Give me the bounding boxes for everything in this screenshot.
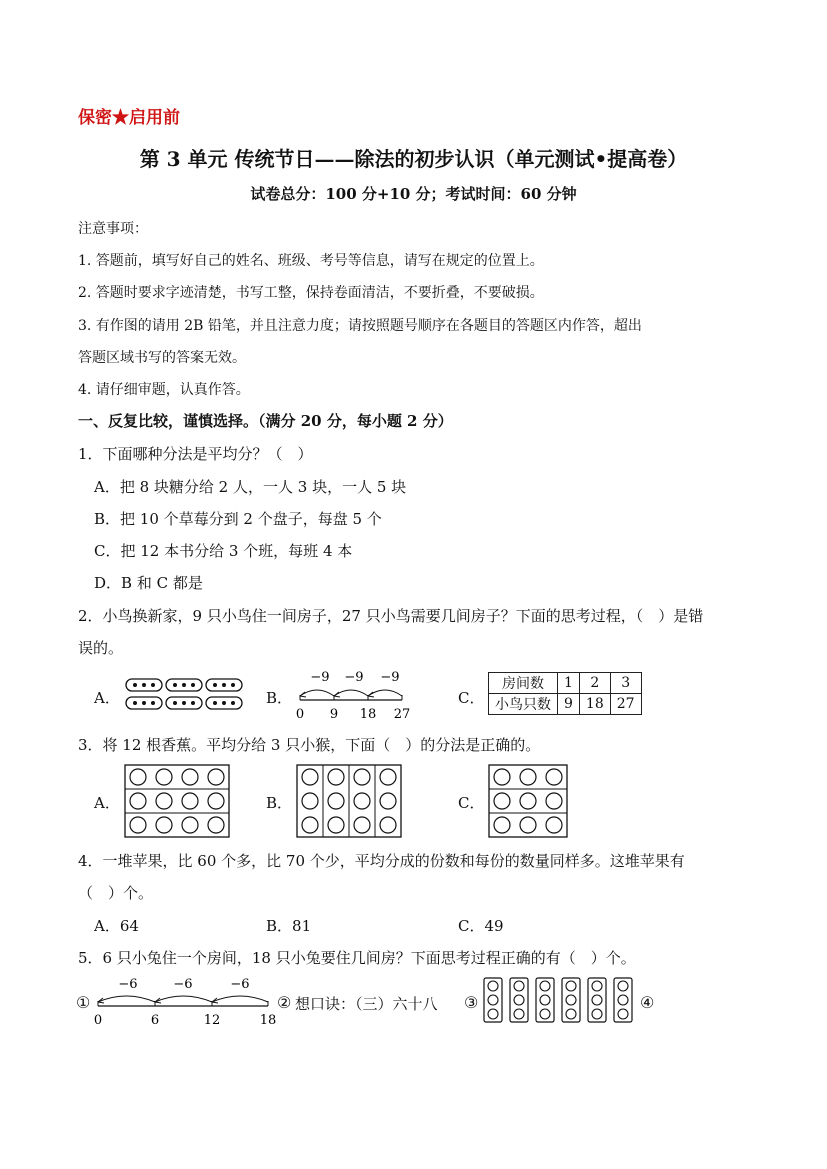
q1-option-a: A．把 8 块糖分给 2 人，一人 3 块，一人 5 块 [94,478,407,496]
fruit-circle [156,769,172,785]
dot [191,683,195,687]
question-2-stem-cont: 误的。 [78,639,124,657]
circled-number-2: ② [277,993,292,1012]
dot [222,683,226,687]
rabbit-circle [540,981,550,991]
dot [231,683,235,687]
tick-label: 0 [295,707,305,722]
table-cell: 9 [558,694,580,715]
rabbit-room [588,978,606,1022]
tick-label: 18 [259,1013,277,1028]
note-item: 2. 答题时要求字迹清楚，书写工整，保持卷面清洁，不要折叠，不要破损。 [78,285,544,301]
section-heading: 一、反复比较，谨慎选择。（满分 20 分，每小题 2 分） [78,412,453,430]
note-item: 3. 有作图的请用 2B 铅笔，并且注意力度；请按照题号顺序在各题目的答题区内作答，超出 [78,318,642,334]
fruit-circle [494,793,510,809]
question-4-stem: 4．一堆苹果，比 60 个多，比 70 个少，平均分成的份数和每份的数量同样多。这堆苹果有 [78,852,685,870]
fruit-circle [354,793,370,809]
rabbit-room [484,978,502,1022]
fruit-circle [156,817,172,833]
q2-label-b: B． [266,689,293,707]
fruit-circle [494,769,510,785]
fruit-circle [302,793,318,809]
tick-label: 0 [93,1013,103,1028]
table-cell: 房间数 [489,673,558,694]
q4-option-a: A．64 [94,917,139,935]
note-item: 1. 答题前，填写好自己的姓名、班级、考号等信息，请写在规定的位置上。 [78,253,544,269]
q1-option-c: C．把 12 本书分给 3 个班，每班 4 本 [94,542,353,560]
confidential-mark: 保密★启用前 [78,108,180,128]
fruit-circle [328,793,344,809]
q5-circle-groups [482,977,638,1025]
q1-option-b: B．把 10 个草莓分到 2 个盘子，每盘 5 个 [94,510,382,528]
rabbit-room [510,978,528,1022]
tick-label: 27 [393,707,411,722]
fruit-circle [546,769,562,785]
rabbit-circle [514,995,524,1005]
jump-arrow [155,996,212,1002]
step-label: −9 [310,670,330,685]
dot [231,701,235,705]
table-row [489,694,642,715]
fruit-circle [380,817,396,833]
fruit-circle [302,769,318,785]
tick-label: 18 [359,707,377,722]
dot [142,683,146,687]
rabbit-circle [540,995,550,1005]
rabbit-room [562,978,580,1022]
fruit-circle [182,793,198,809]
exam-info: 试卷总分：100 分+10 分；考试时间：60 分钟 [250,185,577,203]
fruit-circle [328,769,344,785]
rabbit-circle [592,1009,602,1019]
dot [191,701,195,705]
dot [133,701,137,705]
fruit-circle [546,793,562,809]
tick-label: 12 [203,1013,221,1028]
q3-label-c: C． [458,794,485,812]
table-cell: 2 [579,673,610,694]
step-label: −9 [344,670,364,685]
fruit-circle [182,817,198,833]
rabbit-circle [566,995,576,1005]
q3-label-b: B． [266,794,293,812]
q1-option-d: D．B 和 C 都是 [94,574,203,592]
fruit-circle [130,817,146,833]
dot [142,701,146,705]
fruit-circle [380,793,396,809]
table-cell: 27 [610,694,641,715]
q4-option-b: B．81 [266,917,312,935]
jump-arrow [334,690,368,696]
fruit-circle [302,817,318,833]
rabbit-circle [618,995,628,1005]
dot [213,701,217,705]
rabbit-circle [514,1009,524,1019]
fruit-circle [130,769,146,785]
jump-arrow [368,690,402,696]
circled-number-4: ④ [640,993,655,1012]
fruit-circle [520,793,536,809]
fruit-circle [208,793,224,809]
jump-arrow [98,996,155,1002]
question-1-stem: 1．下面哪种分法是平均分？（ ） [78,445,313,463]
grid-border [125,765,229,837]
q5-number-line [90,974,280,1028]
circled-number-3: ③ [464,993,479,1012]
fruit-circle [494,817,510,833]
fruit-circle [208,769,224,785]
tick-label: 6 [150,1013,160,1028]
q2-label-c: C． [458,689,485,707]
rabbit-circle [488,1009,498,1019]
q5-koujue: 想口诀：（三）六十八 [295,995,438,1013]
question-4-stem-cont: （ ）个。 [78,884,154,902]
q2-number-line [290,666,420,722]
dot [151,701,155,705]
rabbit-circle [566,1009,576,1019]
step-label: −6 [173,977,193,992]
question-2-stem: 2．小鸟换新家，9 只小鸟住一间房子，27 只小鸟需要几间房子？下面的思考过程，（ ）是错 [78,607,704,625]
rabbit-circle [566,981,576,991]
q2-label-a: A． [94,689,120,707]
circled-number-1: ① [76,993,91,1012]
jump-arrow [212,996,268,1002]
rabbit-circle [488,981,498,991]
rabbit-circle [488,995,498,1005]
fruit-circle [156,793,172,809]
q3-label-a: A． [94,794,120,812]
step-label: −6 [230,977,250,992]
fruit-circle [182,769,198,785]
note-item: 4. 请仔细审题，认真作答。 [78,382,250,398]
dot [173,701,177,705]
fruit-circle [520,817,536,833]
dot [182,683,186,687]
table-cell: 18 [579,694,610,715]
q3-grid-b [296,764,406,838]
notes-heading: 注意事项： [78,221,148,237]
fruit-circle [380,769,396,785]
table-cell: 3 [610,673,641,694]
fruit-circle [354,769,370,785]
q4-option-c: C．49 [458,917,504,935]
grid-border [489,765,567,837]
q3-grid-a [124,764,236,838]
q2-dot-groups [124,675,244,713]
fruit-circle [130,793,146,809]
q2-table [488,672,642,715]
fruit-circle [546,817,562,833]
dot [151,683,155,687]
dot [222,701,226,705]
table-cell: 1 [558,673,580,694]
page-title: 第 3 单元 传统节日——除法的初步认识（单元测试•提高卷） [139,147,688,171]
step-label: −9 [380,670,400,685]
fruit-circle [328,817,344,833]
rabbit-circle [592,981,602,991]
jump-arrow [300,690,334,696]
rabbit-circle [592,995,602,1005]
dot [173,683,177,687]
q3-grid-c [488,764,574,838]
note-item: 答题区域书写的答案无效。 [78,350,246,366]
table-cell: 小鸟只数 [489,694,558,715]
rabbit-circle [618,1009,628,1019]
fruit-circle [520,769,536,785]
rabbit-circle [540,1009,550,1019]
question-5-stem: 5．6 只小兔住一个房间，18 只小兔要住几间房？下面思考过程正确的有（ ）个。 [78,949,636,967]
step-label: −6 [118,977,138,992]
dot [182,701,186,705]
rabbit-circle [514,981,524,991]
tick-label: 9 [329,707,339,722]
dot [133,683,137,687]
rabbit-circle [618,981,628,991]
rabbit-room [614,978,632,1022]
rabbit-room [536,978,554,1022]
fruit-circle [354,817,370,833]
question-3-stem: 3．将 12 根香蕉。平均分给 3 只小猴，下面（ ）的分法是正确的。 [78,736,541,754]
table-row [489,673,642,694]
fruit-circle [208,817,224,833]
dot [213,683,217,687]
